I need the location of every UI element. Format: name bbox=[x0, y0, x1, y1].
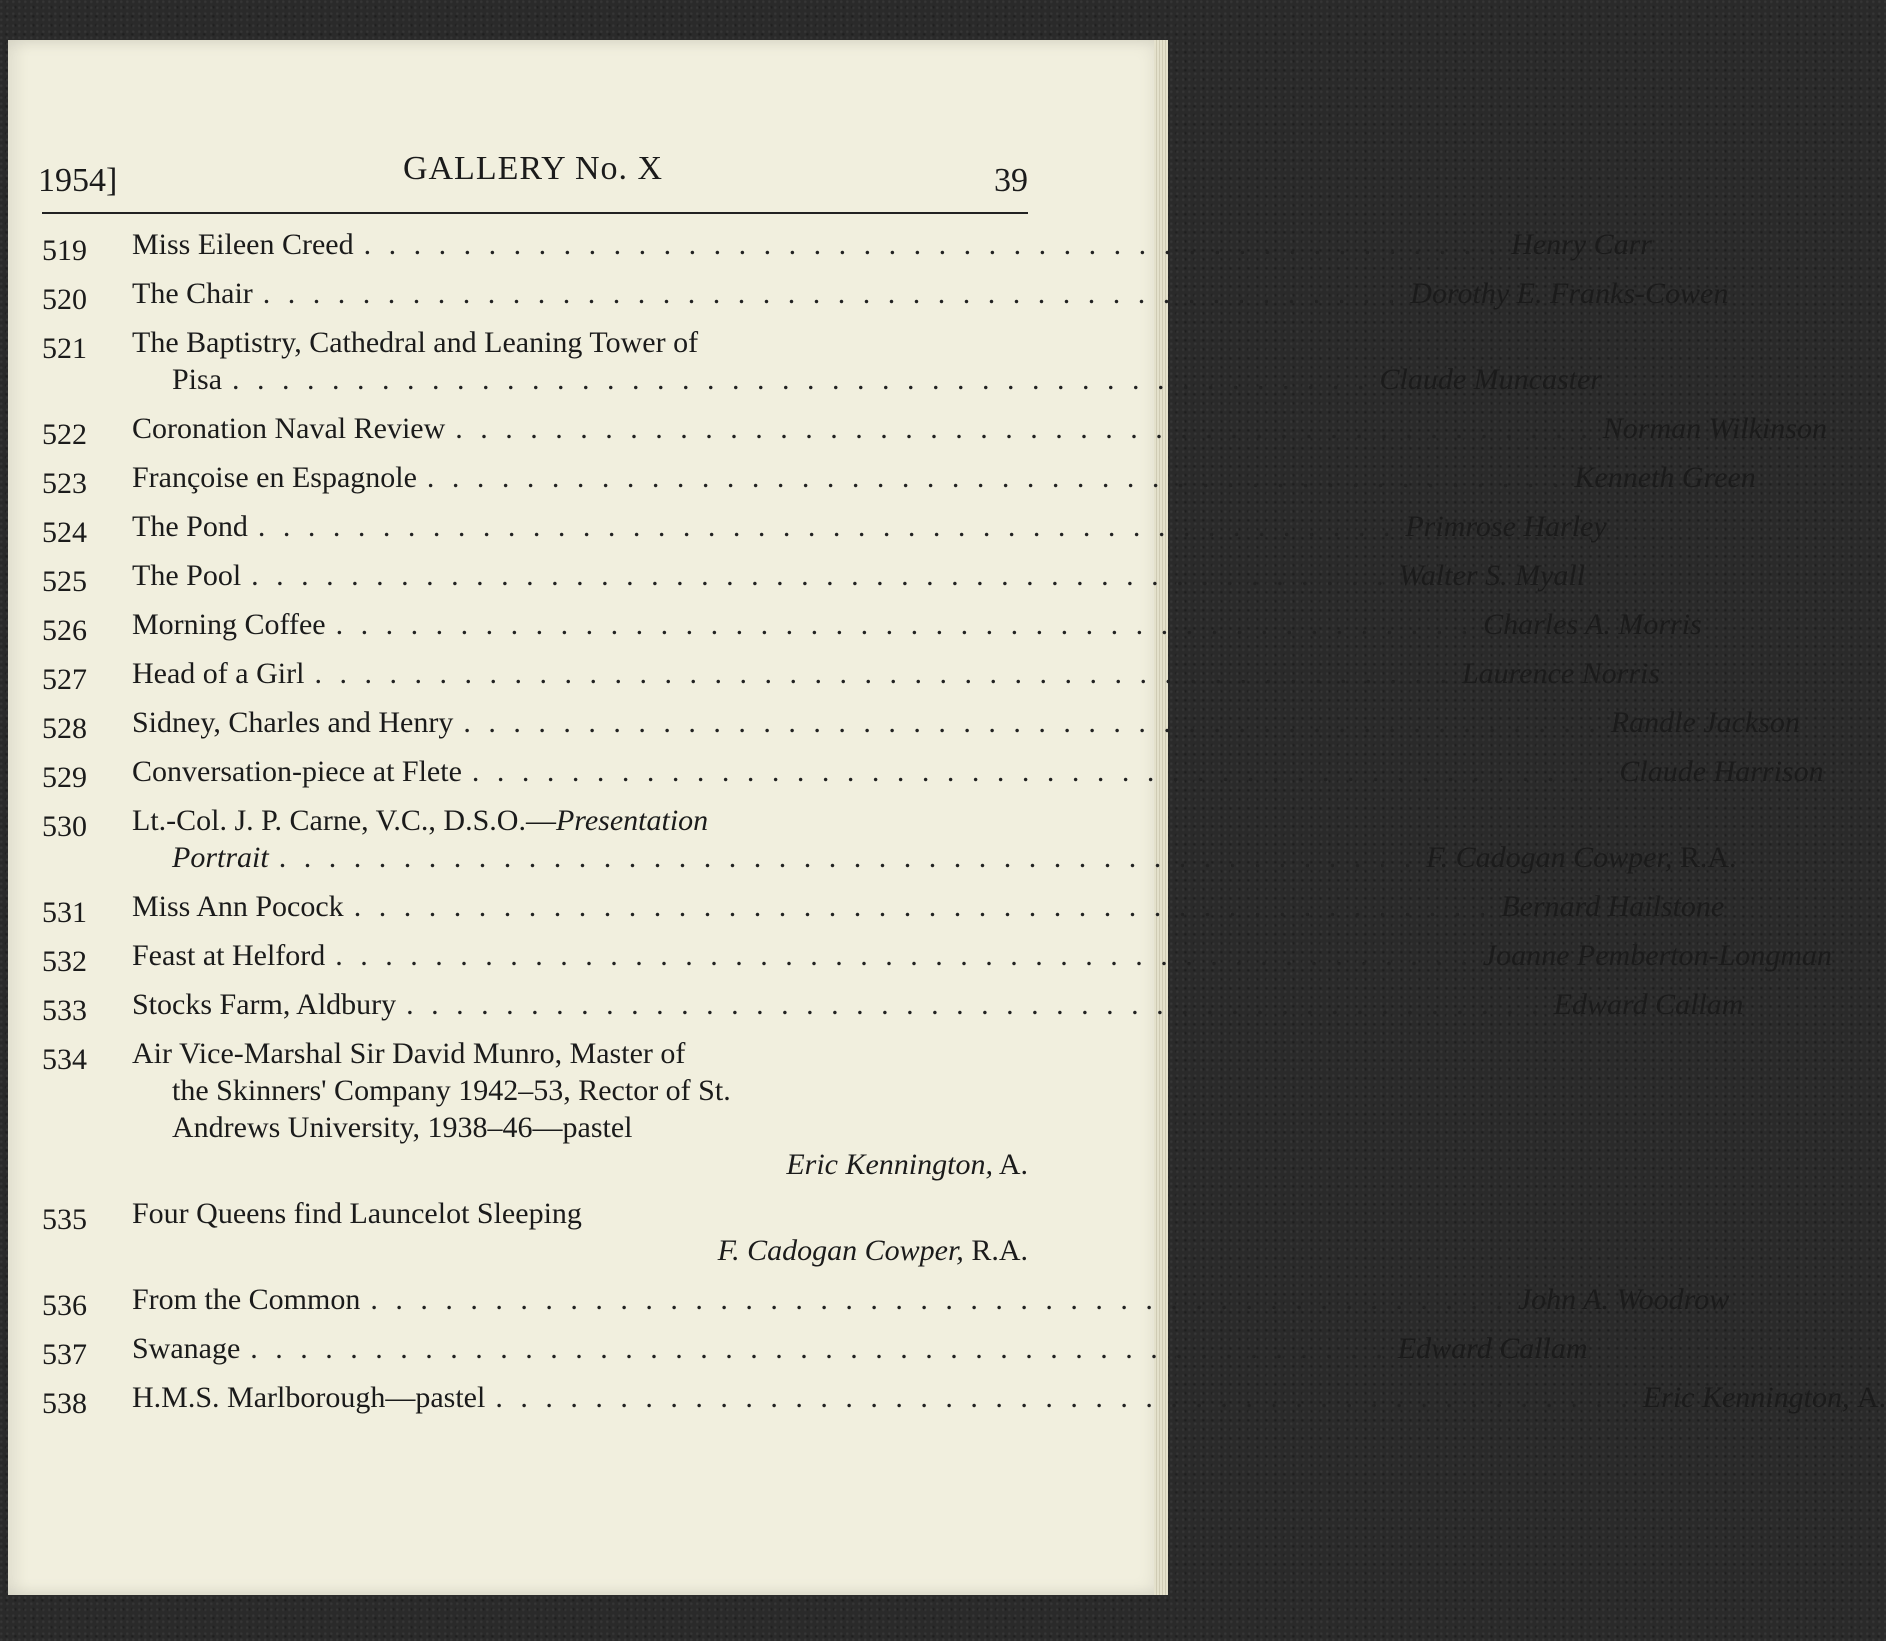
catalogue-entry bbox=[42, 1281, 1730, 1322]
entry-number: 527 bbox=[42, 663, 87, 696]
entry-artist: Edward Callam bbox=[1553, 988, 1744, 1021]
catalogue-entry bbox=[42, 1035, 1028, 1183]
catalogue-entry bbox=[42, 606, 1702, 647]
entry-title-line: Andrews University, 1938–46—pastel bbox=[172, 1111, 633, 1144]
entry-artist-suffix: R.A. bbox=[1679, 841, 1737, 874]
entry-artist-suffix: A. bbox=[998, 1148, 1028, 1181]
entry-title-line: The Baptistry, Cathedral and Leaning Tower of bbox=[132, 326, 699, 359]
entry-artist: Joanne Pemberton-Longman bbox=[1482, 939, 1832, 972]
catalogue-entry bbox=[42, 275, 1729, 316]
entry-artist: Claude Harrison bbox=[1619, 755, 1824, 788]
entry-artist: Walter S. Myall bbox=[1398, 559, 1586, 592]
catalogue-entry bbox=[42, 888, 1725, 929]
entry-title: Coronation Naval Review bbox=[132, 412, 446, 445]
entry-artist: Eric Kennington, bbox=[1642, 1381, 1850, 1414]
entry-title: Françoise en Espagnole bbox=[132, 461, 417, 494]
entry-title: The Pool bbox=[132, 559, 242, 592]
entry-title: Miss Eileen Creed bbox=[132, 228, 354, 261]
entry-number: 532 bbox=[42, 945, 87, 978]
entry-number: 520 bbox=[42, 283, 87, 316]
catalogue-entry bbox=[42, 802, 1737, 876]
catalogue-entry bbox=[42, 704, 1800, 745]
entry-title: Conversation-piece at Flete bbox=[132, 755, 462, 788]
entry-artist: Edward Callam bbox=[1397, 1332, 1588, 1365]
entry-title-line: Portrait bbox=[172, 841, 269, 874]
entry-number: 519 bbox=[42, 234, 87, 267]
entry-title: Morning Coffee bbox=[132, 608, 326, 641]
page-title: GALLERY No. X bbox=[402, 150, 664, 187]
entry-title-line: Air Vice-Marshal Sir David Munro, Master of bbox=[132, 1037, 686, 1070]
leader-dots: . . . . . . . . . . . . . . . . . . . . . . . . . . . . . . . . . . . . . . . . . . . . . . bbox=[370, 1283, 1508, 1316]
leader-dots: . . . . . . . . . . . . . . . . . . . . . . . . . . . . . . . . . . . . . . . . . . . . . . bbox=[250, 1332, 1388, 1365]
leader-dots: . . . . . . . . . . . . . . . . . . . . . . . . . . . . . . . . . . . . . . . . . . . . . . bbox=[353, 890, 1492, 923]
entry-title-line: the Skinners' Company 1942–53, Rector of St. bbox=[172, 1074, 731, 1107]
leader-dots: . . . . . . . . . . . . . . . . . . . . . . . . . . . . . . . . . . . . . . . . . . . . . . bbox=[251, 559, 1389, 592]
entry-artist: Dorothy E. Franks-Cowen bbox=[1410, 277, 1729, 310]
entry-title-line: Lt.-Col. J. P. Carne, V.C., D.S.O.— bbox=[132, 804, 556, 837]
entry-artist: Laurence Norris bbox=[1461, 657, 1660, 690]
entry-title: H.M.S. Marlborough—pastel bbox=[132, 1381, 486, 1414]
catalogue-entry bbox=[42, 655, 1660, 696]
page-header bbox=[38, 150, 1028, 200]
leader-dots: . . . . . . . . . . . . . . . . . . . . . . . . . . . . . . . . . . . . . . . . . . . . . . bbox=[257, 510, 1396, 543]
entry-artist: Kenneth Green bbox=[1574, 461, 1756, 494]
entry-title: The Chair bbox=[132, 277, 253, 310]
leader-dots: . . . . . . . . . . . . . . . . . . . . . . . . . . . . . . . . . . . . . . . . . . . . . . bbox=[471, 755, 1610, 788]
entry-title: Sidney, Charles and Henry bbox=[132, 706, 454, 739]
entry-title: The Pond bbox=[132, 510, 248, 543]
catalogue-entry bbox=[42, 557, 1586, 598]
catalogue-entry bbox=[42, 1195, 1028, 1269]
entry-title: Miss Ann Pocock bbox=[132, 890, 344, 923]
entry-number: 533 bbox=[42, 994, 87, 1027]
entry-artist: F. Cadogan Cowper, bbox=[1426, 841, 1673, 874]
leader-dots: . . . . . . . . . . . . . . . . . . . . . . . . . . . . . . . . . . . . . . . . . . . . . . bbox=[262, 277, 1401, 310]
entry-artist: Randle Jackson bbox=[1610, 706, 1800, 739]
entry-number: 536 bbox=[42, 1289, 87, 1322]
entry-number: 523 bbox=[42, 467, 87, 500]
header-rule bbox=[42, 212, 1028, 214]
entry-number: 525 bbox=[42, 565, 87, 598]
leader-dots: . . . . . . . . . . . . . . . . . . . . . . . . . . . . . . . . . . . . . . . . . . . . . . bbox=[455, 412, 1593, 445]
entry-artist: Primrose Harley bbox=[1405, 510, 1607, 543]
leader-dots: . . . . . . . . . . . . . . . . . . . . . . . . . . . . . . . . . . . . . . . . . . . . . . bbox=[406, 988, 1544, 1021]
catalogue-entry bbox=[42, 1330, 1588, 1371]
leader-dots: . . . . . . . . . . . . . . . . . . . . . . . . . . . . . . . . . . . . . . . . . . . . . . bbox=[278, 841, 1417, 874]
entry-title: Swanage bbox=[132, 1332, 241, 1365]
entry-title: Head of a Girl bbox=[132, 657, 305, 690]
entry-artist: Eric Kennington, bbox=[786, 1148, 993, 1181]
catalogue-entry bbox=[42, 410, 1827, 451]
entry-artist: Henry Carr bbox=[1511, 228, 1652, 261]
leader-dots: . . . . . . . . . . . . . . . . . . . . . . . . . . . . . . . . . . . . . . . . . . . . . . bbox=[426, 461, 1565, 494]
entry-artist: F. Cadogan Cowper, bbox=[717, 1234, 964, 1267]
catalogue-entry bbox=[42, 937, 1832, 978]
entry-artist: Charles A. Morris bbox=[1483, 608, 1702, 641]
leader-dots: . . . . . . . . . . . . . . . . . . . . . . . . . . . . . . . . . . . . . . . . . . . . . . bbox=[335, 939, 1473, 972]
catalogue-entries bbox=[42, 226, 1886, 1428]
entry-artist: Bernard Hailstone bbox=[1501, 890, 1725, 923]
leader-dots: . . . . . . . . . . . . . . . . . . . . . . . . . . . . . . . . . . . . . . . . . . . . . . bbox=[463, 706, 1601, 739]
entry-title-line: Four Queens find Launcelot Sleeping bbox=[132, 1197, 582, 1230]
entry-number: 521 bbox=[42, 332, 87, 365]
page-number: 39 bbox=[994, 162, 1028, 199]
entry-number: 529 bbox=[42, 761, 87, 794]
entry-number: 535 bbox=[42, 1203, 87, 1236]
catalogue-entry bbox=[42, 753, 1824, 794]
entry-number: 538 bbox=[42, 1387, 87, 1420]
catalogue-page bbox=[8, 40, 1886, 1595]
entry-artist-suffix: A. bbox=[1856, 1381, 1886, 1414]
entry-number: 528 bbox=[42, 712, 87, 745]
entry-artist: Norman Wilkinson bbox=[1602, 412, 1827, 445]
catalogue-entry bbox=[42, 1379, 1886, 1420]
leader-dots: . . . . . . . . . . . . . . . . . . . . . . . . . . . . . . . . . . . . . . . . . . . . . . bbox=[314, 657, 1452, 690]
catalogue-entry bbox=[42, 459, 1756, 500]
entry-title: From the Common bbox=[132, 1283, 361, 1316]
entry-number: 522 bbox=[42, 418, 87, 451]
entry-artist: Claude Muncaster bbox=[1379, 363, 1602, 396]
entry-number: 537 bbox=[42, 1338, 87, 1371]
entry-number: 531 bbox=[42, 896, 87, 929]
leader-dots: . . . . . . . . . . . . . . . . . . . . . . . . . . . . . . . . . . . . . . . . . . . . . . bbox=[495, 1381, 1633, 1414]
entry-title: Feast at Helford bbox=[132, 939, 326, 972]
entry-title: Stocks Farm, Aldbury bbox=[132, 988, 397, 1021]
entry-artist: John A. Woodrow bbox=[1517, 1283, 1730, 1316]
entry-number: 534 bbox=[42, 1043, 87, 1076]
catalogue-entry bbox=[42, 324, 1602, 398]
catalogue-entry bbox=[42, 508, 1607, 549]
header-year: 1954] bbox=[38, 162, 118, 199]
leader-dots: . . . . . . . . . . . . . . . . . . . . . . . . . . . . . . . . . . . . . . . . . . . . . . bbox=[335, 608, 1474, 641]
leader-dots: . . . . . . . . . . . . . . . . . . . . . . . . . . . . . . . . . . . . . . . . . . . . . . bbox=[232, 363, 1370, 396]
catalogue-entry bbox=[42, 226, 1652, 267]
entry-number: 524 bbox=[42, 516, 87, 549]
entry-number: 530 bbox=[42, 810, 87, 843]
catalogue-entry bbox=[42, 986, 1744, 1027]
entry-artist-suffix: R.A. bbox=[971, 1234, 1028, 1267]
entry-title-line: Pisa bbox=[172, 363, 223, 396]
entry-title-italic: Presentation bbox=[555, 804, 709, 837]
entry-number: 526 bbox=[42, 614, 87, 647]
leader-dots: . . . . . . . . . . . . . . . . . . . . . . . . . . . . . . . . . . . . . . . . . . . . . . bbox=[363, 228, 1502, 261]
